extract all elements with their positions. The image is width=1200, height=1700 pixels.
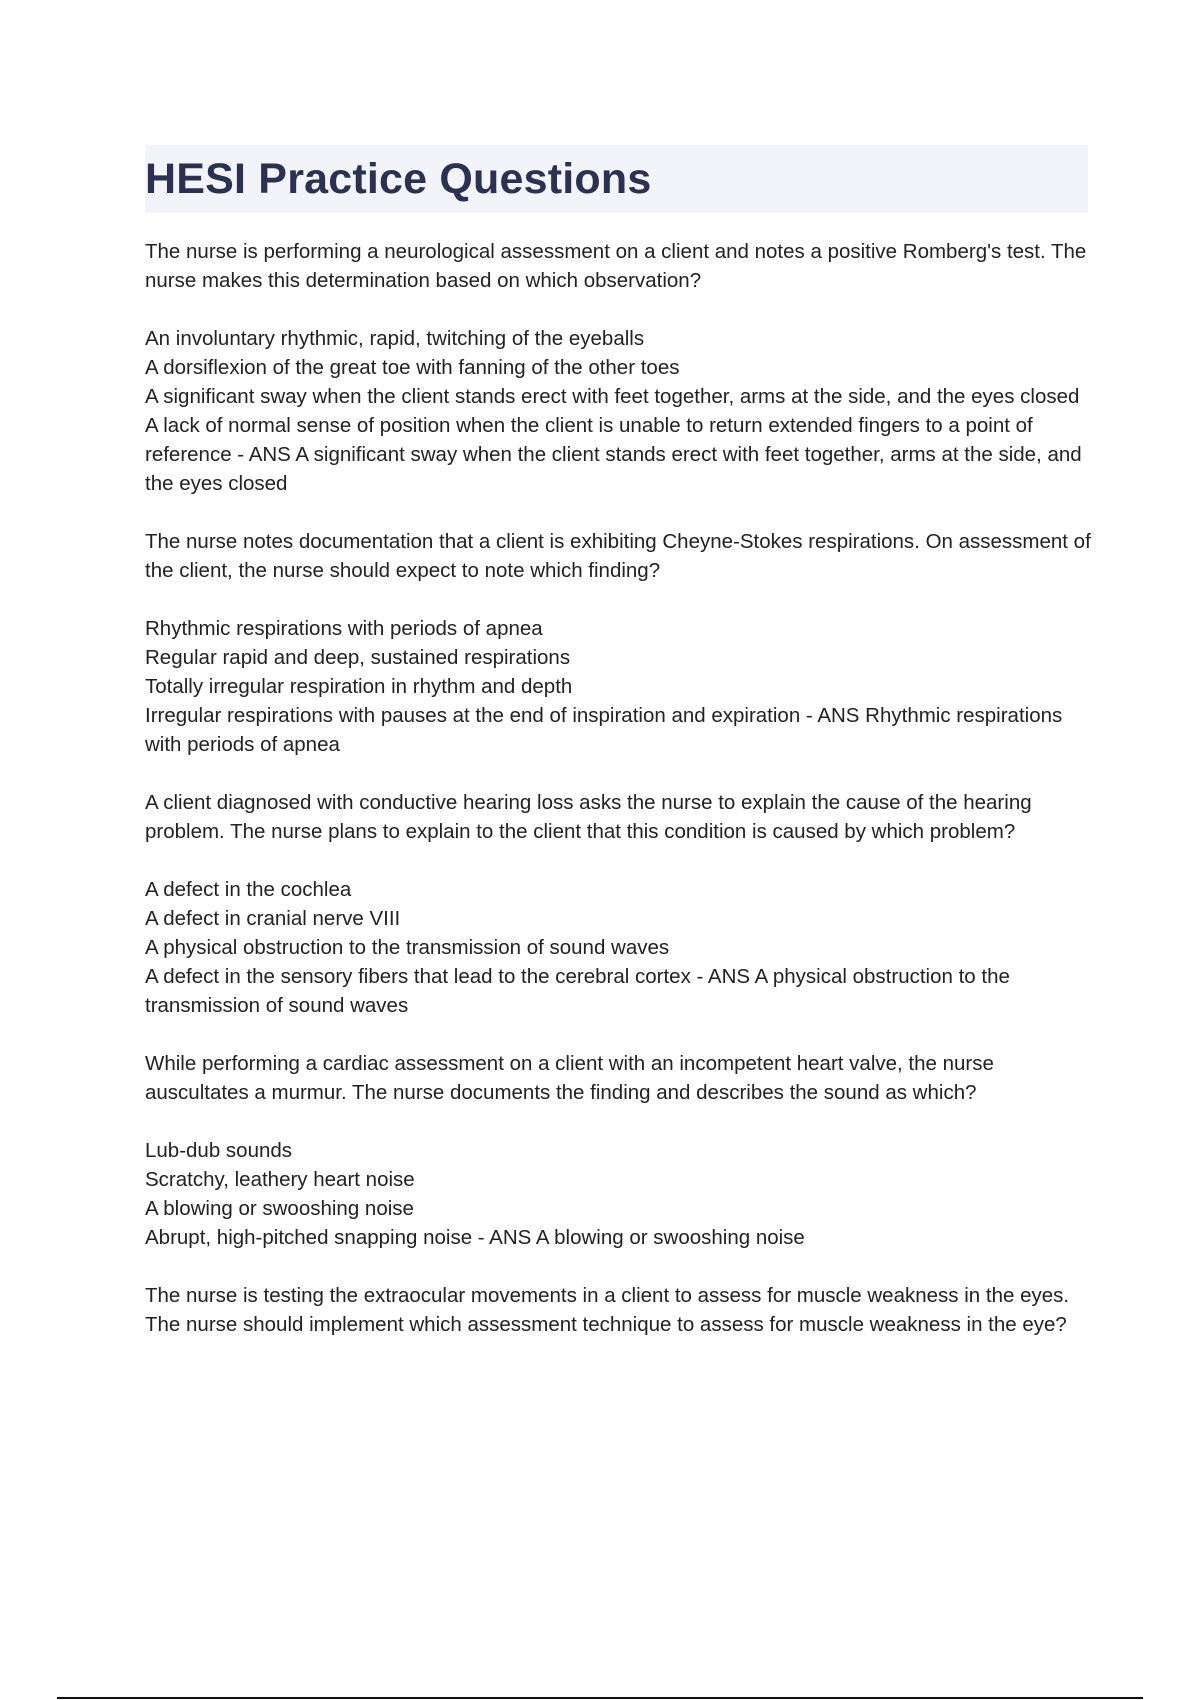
option-line: Scratchy, leathery heart noise (145, 1168, 415, 1191)
option-line-with-answer: Irregular respirations with pauses at the end of inspiration and expiration - ANS Rhythmic respirations with periods of apnea (145, 704, 1063, 756)
answer-options (145, 1136, 1095, 1252)
document-body (145, 237, 1095, 1368)
option-line: An involuntary rhythmic, rapid, twitching of the eyeballs (145, 327, 645, 350)
option-line: A significant sway when the client stands erect with feet together, arms at the side, and the eyes closed (145, 385, 1080, 408)
question-text (145, 1049, 1095, 1107)
answer-options (145, 875, 1095, 1020)
title-banner (145, 145, 1088, 213)
page-title: HESI Practice Questions (145, 154, 652, 203)
option-line: A defect in cranial nerve VIII (145, 907, 401, 930)
question-text (145, 527, 1095, 585)
answer-options (145, 614, 1095, 759)
option-line: A blowing or swooshing noise (145, 1197, 414, 1220)
option-line-with-answer: A lack of normal sense of position when the client is unable to return extended fingers to a point of reference - ANS A significant sway when the client stands erect with feet together, arms at the side, and the eyes closed (145, 414, 1082, 495)
option-line: Regular rapid and deep, sustained respirations (145, 646, 571, 669)
option-line: Rhythmic respirations with periods of apnea (145, 617, 543, 640)
option-line-with-answer: Abrupt, high-pitched snapping noise - ANS A blowing or swooshing noise (145, 1226, 805, 1249)
question-line: The nurse is performing a neurological assessment on a client and notes a positive Romberg's test. The nurse makes this determination based on which observation? (145, 240, 1087, 292)
option-line: Totally irregular respiration in rhythm and depth (145, 675, 573, 698)
option-line-with-answer: A defect in the sensory fibers that lead to the cerebral cortex - ANS A physical obstruction to the transmission of sound waves (145, 965, 1010, 1017)
question-line: The nurse is testing the extraocular movements in a client to assess for muscle weakness in the eyes. The nurse should implement which assessment technique to assess for muscle weakness in the eye? (145, 1284, 1070, 1336)
question-line: The nurse notes documentation that a client is exhibiting Cheyne-Stokes respirations. On assessment of the client, the nurse should expect to note which finding? (145, 530, 1091, 582)
option-line: A physical obstruction to the transmission of sound waves (145, 936, 670, 959)
question-text (145, 1281, 1095, 1339)
question-line: A client diagnosed with conductive hearing loss asks the nurse to explain the cause of the hearing problem. The nurse plans to explain to the client that this condition is caused by which problem? (145, 791, 1032, 843)
question-text (145, 237, 1095, 295)
question-line: While performing a cardiac assessment on a client with an incompetent heart valve, the nurse auscultates a murmur. The nurse documents the finding and describes the sound as which? (145, 1052, 994, 1104)
footer-divider (57, 1697, 1143, 1699)
answer-options (145, 324, 1095, 498)
option-line: A dorsiflexion of the great toe with fanning of the other toes (145, 356, 680, 379)
option-line: Lub-dub sounds (145, 1139, 293, 1162)
question-text (145, 788, 1095, 846)
option-line: A defect in the cochlea (145, 878, 352, 901)
